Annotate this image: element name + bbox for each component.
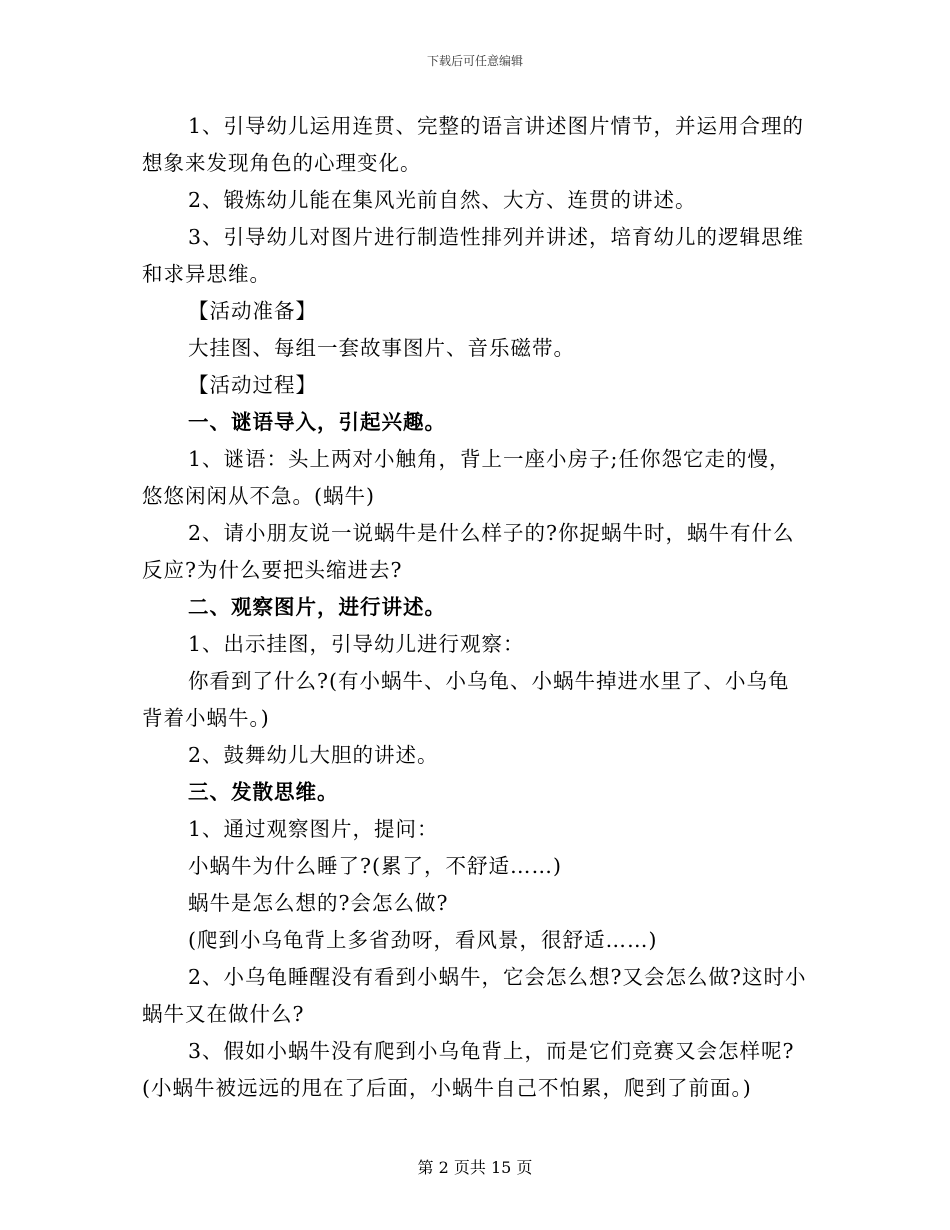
page-footer: 第 2 页共 15 页 xyxy=(417,1158,533,1177)
paragraph-snail-think: 蜗牛是怎么想的?会怎么做? xyxy=(188,891,449,915)
paragraph-encourage: 2、鼓舞幼儿大胆的讲述。 xyxy=(188,743,439,767)
heading-step-2: 二、观察图片，进行讲述。 xyxy=(188,595,446,619)
paragraph-race: 3、假如小蜗牛没有爬到小乌龟背上，而是它们竞赛又会怎样呢?(小蜗牛被远远的甩在了后面，小蜗牛自己不怕累，爬到了前面。) xyxy=(142,1039,795,1100)
heading-step-1: 一、谜语导入，引起兴趣。 xyxy=(188,410,446,434)
document-body xyxy=(142,108,808,1107)
paragraph-turtle-wakes: 2、小乌龟睡醒没有看到小蜗牛，它会怎么想?又会怎么做?这时小蜗牛又在做什么? xyxy=(142,965,807,1026)
heading-step-3: 三、发散思维。 xyxy=(188,780,339,804)
page-header: 下载后可任意编辑 xyxy=(426,54,523,68)
paragraph-what-see: 你看到了什么?(有小蜗牛、小乌龟、小蜗牛掉进水里了、小乌龟背着小蜗牛。) xyxy=(142,669,790,730)
paragraph-preparation: 大挂图、每组一套故事图片、音乐磁带。 xyxy=(188,336,575,360)
section-heading-process: 【活动过程】 xyxy=(188,373,317,397)
section-heading-preparation: 【活动准备】 xyxy=(188,299,317,323)
paragraph-observe-ask: 1、通过观察图片，提问： xyxy=(188,817,439,841)
paragraph-goal-2: 2、锻炼幼儿能在集风光前自然、大方、连贯的讲述。 xyxy=(188,188,697,212)
paragraph-show-picture: 1、出示挂图，引导幼儿进行观察： xyxy=(188,632,525,656)
paragraph-why-sleep: 小蜗牛为什么睡了?(累了，不舒适……) xyxy=(188,854,562,878)
paragraph-riddle: 1、谜语：头上两对小触角，背上一座小房子;任你怨它走的慢，悠悠闲闲从不急。(蜗牛) xyxy=(142,447,791,508)
paragraph-goal-1: 1、引导幼儿运用连贯、完整的语言讲述图片情节，并运用合理的想象来发现角色的心理变化。 xyxy=(142,114,805,175)
paragraph-climb-back: (爬到小乌龟背上多省劲呀，看风景，很舒适……) xyxy=(188,928,658,952)
paragraph-goal-3: 3、引导幼儿对图片进行制造性排列并讲述，培育幼儿的逻辑思维和求异思维。 xyxy=(142,225,805,286)
paragraph-snail-question: 2、请小朋友说一说蜗牛是什么样子的?你捉蜗牛时，蜗牛有什么反应?为什么要把头缩进去? xyxy=(142,521,795,582)
